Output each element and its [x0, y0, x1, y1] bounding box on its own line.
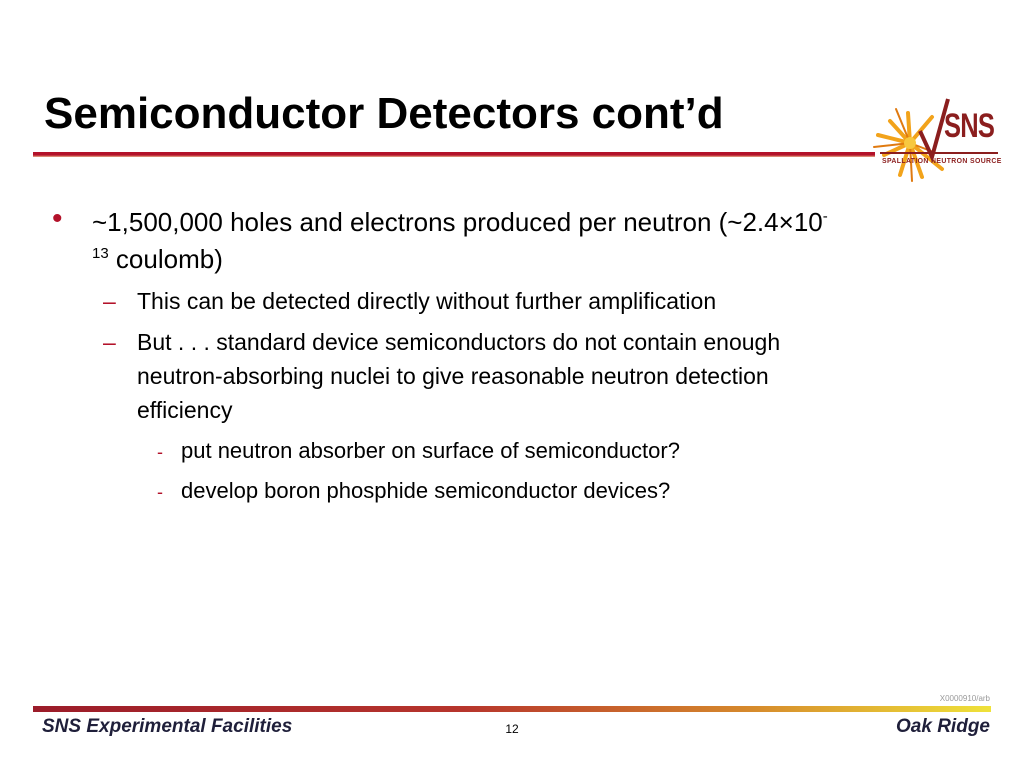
footer-left-label: SNS Experimental Facilities — [42, 716, 293, 737]
page-number: 12 — [505, 722, 519, 736]
third-level-bullet-2: develop boron phosphide semiconductor devices? — [181, 478, 671, 503]
times-symbol: × — [778, 207, 794, 237]
dash-icon: – — [103, 288, 116, 314]
footer-code: X0000910/arb — [939, 694, 990, 703]
sub-bullet-2-line-3: efficiency — [137, 397, 233, 423]
bullet-1-continuation: coulomb) — [115, 244, 223, 274]
logo-wordmark: SNS — [944, 107, 995, 145]
bullet-1-line-1 — [92, 209, 828, 235]
bullet-1-text: ~1,500,000 holes and electrons produced per neutron (~2.4 — [92, 207, 779, 237]
logo-subtitle: SPALLATION NEUTRON SOURCE — [882, 156, 1002, 165]
footer-divider — [33, 706, 991, 712]
sub-bullet-2-line-2: neutron-absorbing nuclei to give reasonable neutron detection — [137, 363, 769, 389]
dash-icon: – — [103, 329, 116, 355]
bullet-1-line-2 — [92, 246, 223, 272]
exponent-13: 13 — [92, 245, 109, 262]
hyphen-icon: - — [157, 442, 163, 462]
footer-right-label: Oak Ridge — [896, 716, 990, 737]
ten: 10 — [793, 207, 823, 237]
sub-bullet-2-line-1: But . . . standard device semiconductors do not contain enough — [137, 329, 781, 355]
third-level-bullet-1: put neutron absorber on surface of semiconductor? — [181, 438, 680, 463]
exponent-minus: - — [822, 208, 828, 225]
hyphen-icon: - — [157, 482, 163, 502]
sub-bullet-1: This can be detected directly without further amplification — [137, 288, 717, 314]
bullet-icon: • — [52, 202, 63, 235]
slide-title: Semiconductor Detectors cont’d — [44, 89, 724, 138]
